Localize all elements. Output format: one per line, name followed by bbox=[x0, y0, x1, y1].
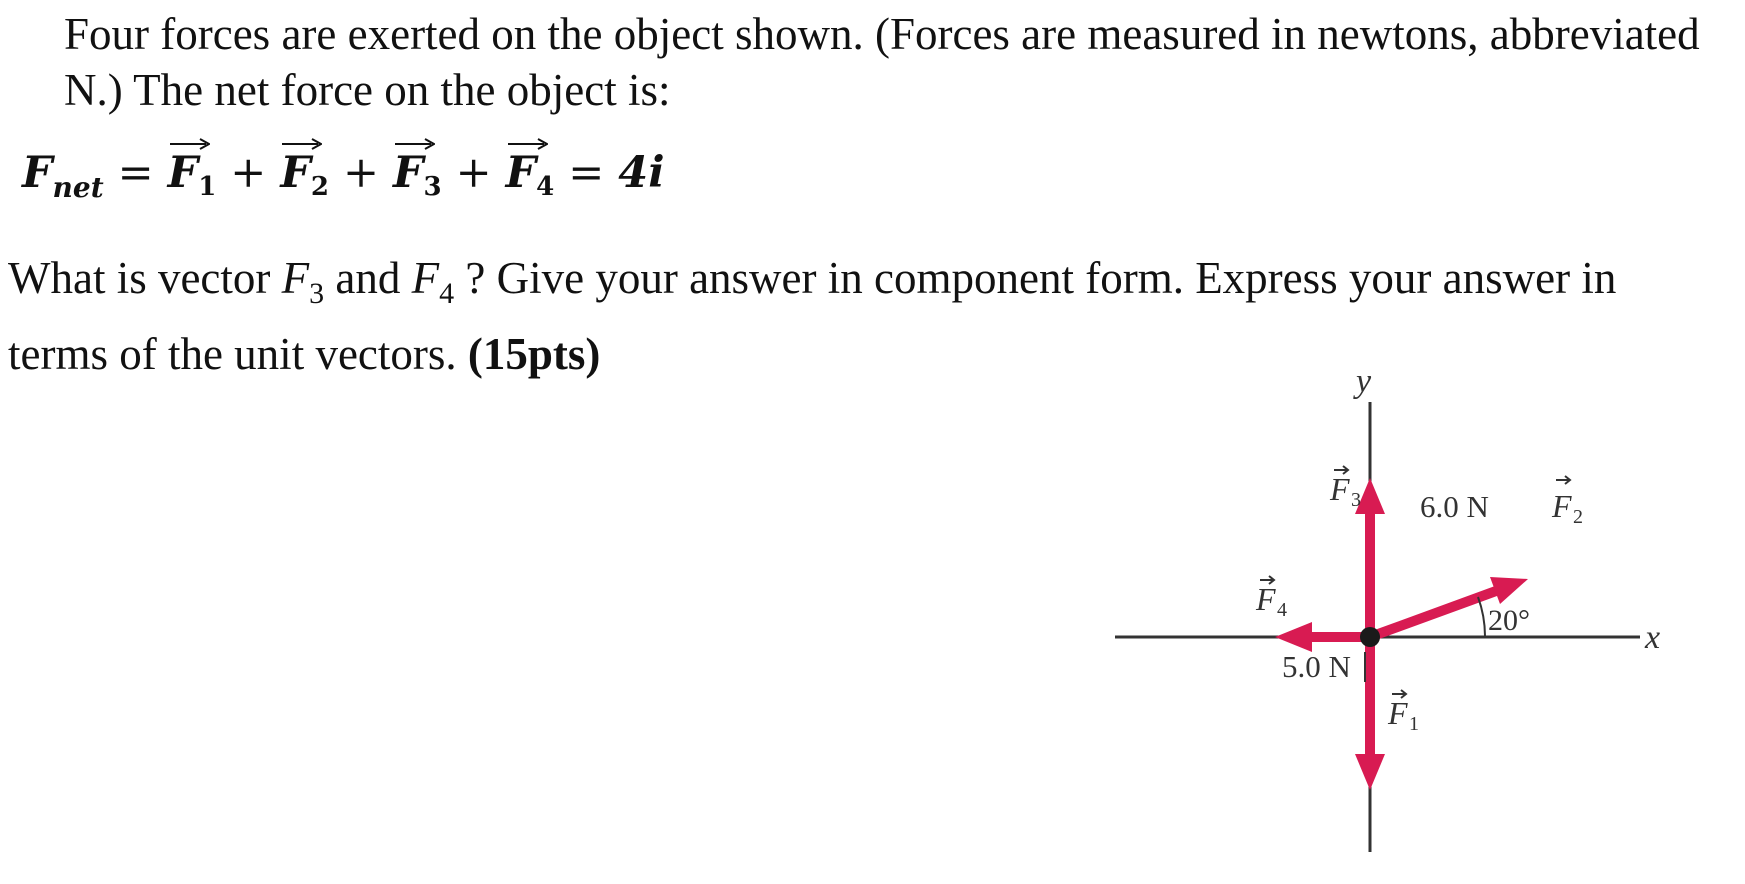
svg-text:F: F bbox=[1330, 471, 1350, 507]
svg-text:3: 3 bbox=[1351, 489, 1361, 511]
plus-sign: + bbox=[342, 148, 379, 198]
angle-arc bbox=[1478, 597, 1485, 637]
svg-text:1: 1 bbox=[1409, 713, 1419, 735]
net-force-equation bbox=[22, 148, 665, 204]
svg-text:F: F bbox=[1256, 581, 1276, 617]
svg-text:F: F bbox=[1552, 488, 1572, 524]
f2-angle-label: 20° bbox=[1488, 604, 1530, 637]
f4-symbol: $F_4$ bbox=[411, 253, 455, 310]
f1-magnitude-label: 5.0 N bbox=[1282, 649, 1351, 684]
f4-label bbox=[1255, 576, 1287, 621]
f2-label bbox=[1551, 476, 1583, 528]
svg-text:4: 4 bbox=[1277, 599, 1287, 621]
force-diagram bbox=[1110, 372, 1670, 872]
f3-symbol: $F_3$ bbox=[281, 253, 325, 310]
points-label: (15pts) bbox=[467, 329, 601, 379]
f1-arrow bbox=[1355, 637, 1385, 790]
intro-text: Four forces are exerted on the object shown. (Forces are measured in newtons, abbreviated N.) The net force on the object is: bbox=[64, 9, 1700, 115]
f3-vector-term: $F_3$ bbox=[393, 148, 442, 202]
f4-vector-term: $F_4$ bbox=[506, 148, 555, 202]
result-value: 4i bbox=[618, 148, 665, 198]
y-axis-label: y bbox=[1356, 372, 1372, 400]
f1-label bbox=[1387, 690, 1419, 735]
question-text: What is vector $F_3$ and $F_4$ ? Give your answer in component form. Express your answer in terms of the unit vectors. (15pts) bbox=[8, 253, 1617, 379]
plus-sign: + bbox=[455, 148, 492, 198]
f1-vector-term: $F_1$ bbox=[168, 148, 217, 202]
f2-magnitude-label: 6.0 N bbox=[1420, 489, 1489, 524]
plus-sign: + bbox=[230, 148, 267, 198]
equals-sign: = bbox=[568, 148, 605, 198]
f2-vector-term: $F_2$ bbox=[280, 148, 329, 202]
svg-text:2: 2 bbox=[1573, 506, 1583, 528]
f3-label bbox=[1329, 466, 1361, 511]
equals-sign: = bbox=[117, 148, 154, 198]
svg-text:F: F bbox=[1388, 695, 1408, 731]
x-axis-label: x bbox=[1645, 619, 1661, 656]
object-dot bbox=[1360, 627, 1380, 647]
f4-arrow bbox=[1275, 622, 1370, 652]
fnet-symbol: $F_{net}$ bbox=[22, 148, 104, 204]
